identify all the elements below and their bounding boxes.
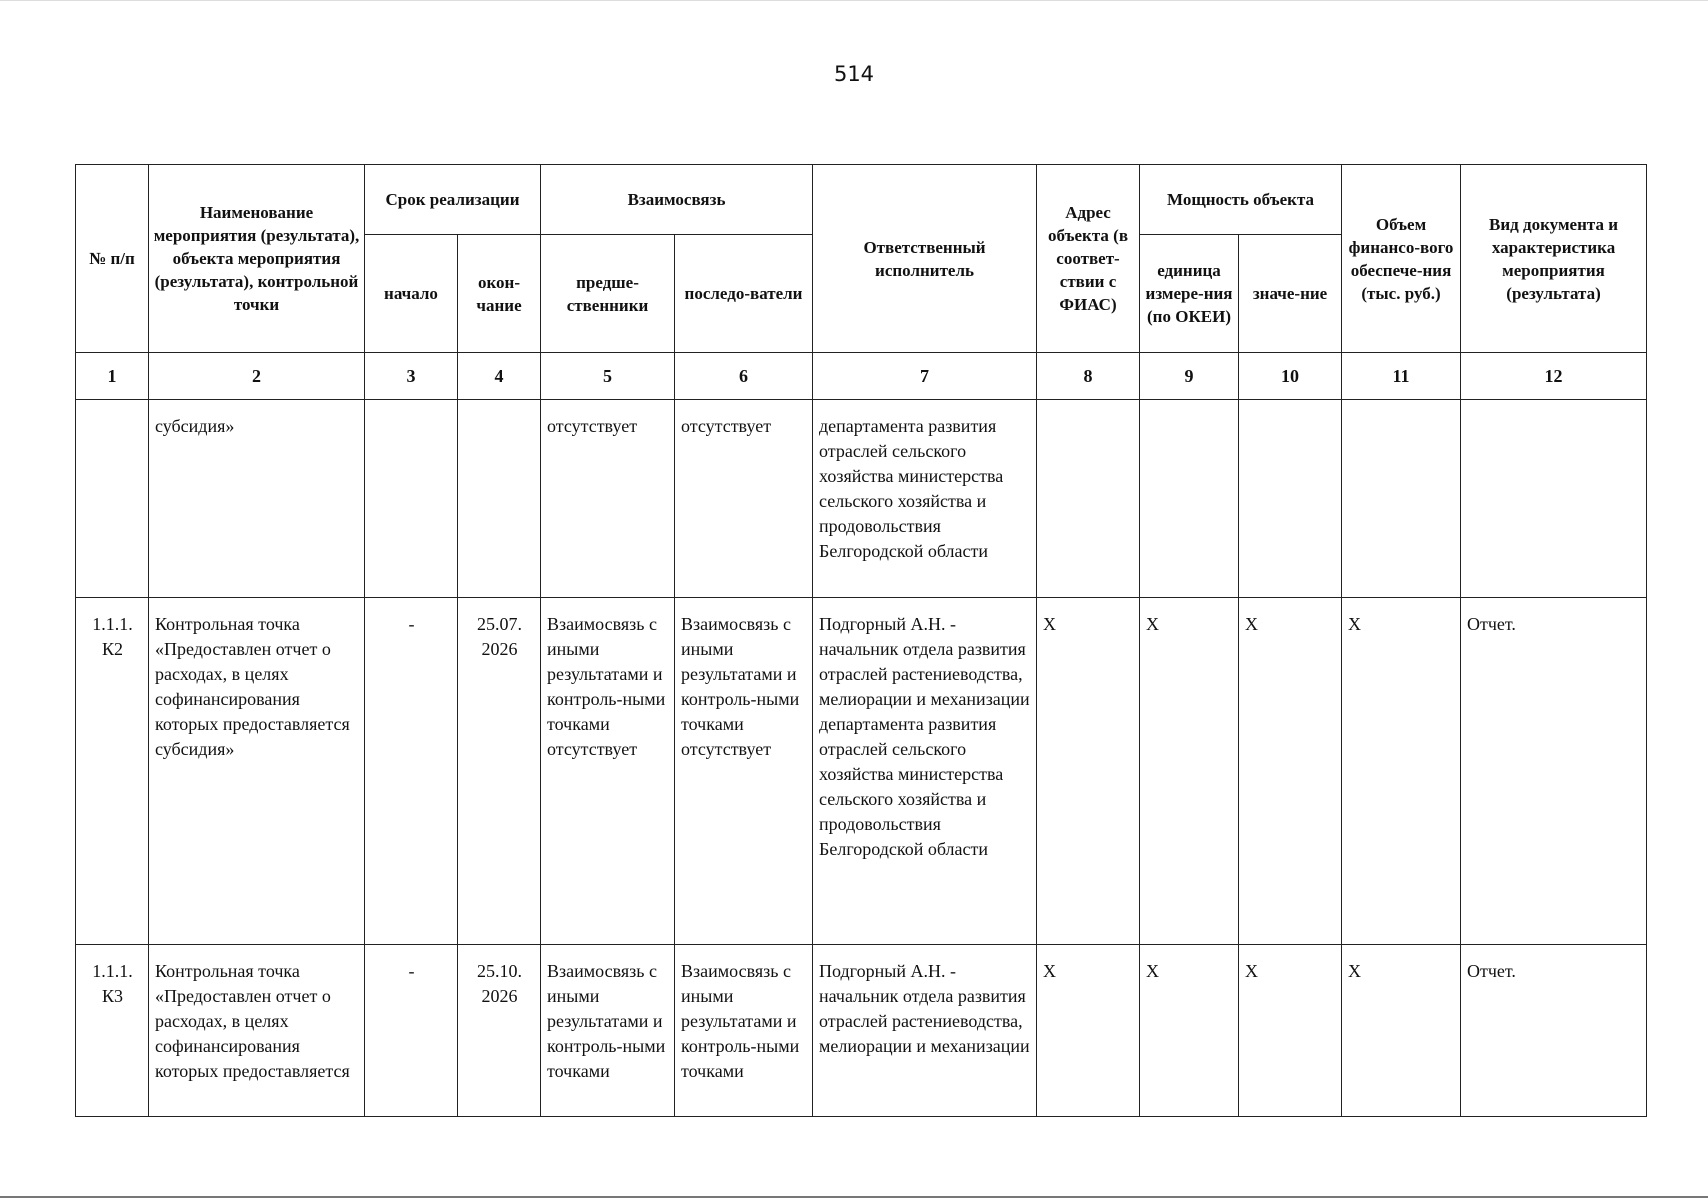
row-prev: Взаимосвязь с иными результатами и контроль-ными точками отсутствует bbox=[541, 598, 675, 945]
column-number-row bbox=[76, 353, 1647, 400]
row-address: X bbox=[1037, 945, 1140, 1117]
scan-edge-bottom bbox=[0, 1196, 1708, 1198]
row-start bbox=[365, 400, 458, 598]
row-unit bbox=[1140, 400, 1239, 598]
header-address: Адрес объекта (в соответ-ствии с ФИАС) bbox=[1037, 165, 1140, 353]
header-executor: Ответственный исполнитель bbox=[813, 165, 1037, 353]
row-value: X bbox=[1239, 945, 1342, 1117]
scan-edge-top bbox=[0, 0, 1708, 1]
row-executor: Подгорный А.Н. - начальник отдела развития отраслей растениеводства, мелиорации и механизации bbox=[813, 945, 1037, 1117]
column-number: 8 bbox=[1037, 353, 1140, 400]
row-start: - bbox=[365, 598, 458, 945]
row-unit: X bbox=[1140, 945, 1239, 1117]
column-number: 12 bbox=[1461, 353, 1647, 400]
table-row bbox=[76, 400, 1647, 598]
row-funding bbox=[1342, 400, 1461, 598]
row-funding: X bbox=[1342, 945, 1461, 1117]
row-end bbox=[458, 400, 541, 598]
header-period-end: окон-чание bbox=[458, 235, 541, 353]
row-num bbox=[76, 400, 149, 598]
row-end: 25.07. 2026 bbox=[458, 598, 541, 945]
row-next: Взаимосвязь с иными результатами и контроль-ными точками отсутствует bbox=[675, 598, 813, 945]
column-number: 1 bbox=[76, 353, 149, 400]
header-num: № п/п bbox=[76, 165, 149, 353]
table-row bbox=[76, 598, 1647, 945]
header-capacity-value: значе-ние bbox=[1239, 235, 1342, 353]
row-value bbox=[1239, 400, 1342, 598]
row-end: 25.10. 2026 bbox=[458, 945, 541, 1117]
header-period: Срок реализации bbox=[365, 165, 541, 235]
column-number: 10 bbox=[1239, 353, 1342, 400]
column-number: 5 bbox=[541, 353, 675, 400]
table-header bbox=[76, 165, 1647, 400]
column-number: 7 bbox=[813, 353, 1037, 400]
row-doc: Отчет. bbox=[1461, 945, 1647, 1117]
column-number: 4 bbox=[458, 353, 541, 400]
table-body bbox=[76, 400, 1647, 1117]
row-next: Взаимосвязь с иными результатами и контроль-ными точками bbox=[675, 945, 813, 1117]
header-relation-next: последо-ватели bbox=[675, 235, 813, 353]
row-num: 1.1.1. К2 bbox=[76, 598, 149, 945]
header-capacity: Мощность объекта bbox=[1140, 165, 1342, 235]
row-executor: департамента развития отраслей сельского хозяйства министерства сельского хозяйства и продовольствия Белгородской области bbox=[813, 400, 1037, 598]
plan-table bbox=[75, 164, 1647, 1117]
row-funding: X bbox=[1342, 598, 1461, 945]
column-number: 2 bbox=[149, 353, 365, 400]
header-relation-prev: предше-ственники bbox=[541, 235, 675, 353]
row-doc: Отчет. bbox=[1461, 598, 1647, 945]
header-name: Наименование мероприятия (результата), объекта мероприятия (результата), контрольной точки bbox=[149, 165, 365, 353]
header-funding: Объем финансо-вого обеспече-ния (тыс. руб.) bbox=[1342, 165, 1461, 353]
column-number: 3 bbox=[365, 353, 458, 400]
row-next: отсутствует bbox=[675, 400, 813, 598]
row-prev: Взаимосвязь с иными результатами и контроль-ными точками bbox=[541, 945, 675, 1117]
column-number: 9 bbox=[1140, 353, 1239, 400]
row-doc bbox=[1461, 400, 1647, 598]
row-name: субсидия» bbox=[149, 400, 365, 598]
row-prev: отсутствует bbox=[541, 400, 675, 598]
row-start: - bbox=[365, 945, 458, 1117]
header-doc-type: Вид документа и характеристика мероприятия (результата) bbox=[1461, 165, 1647, 353]
header-period-start: начало bbox=[365, 235, 458, 353]
row-address bbox=[1037, 400, 1140, 598]
row-address: X bbox=[1037, 598, 1140, 945]
column-number: 6 bbox=[675, 353, 813, 400]
row-executor: Подгорный А.Н. - начальник отдела развития отраслей растениеводства, мелиорации и механизации департамента развития отраслей сельского хозяйства министерства сельского хозяйства и продовольствия Белгородской области bbox=[813, 598, 1037, 945]
page-number: 514 bbox=[833, 62, 875, 86]
row-name: Контрольная точка «Предоставлен отчет о расходах, в целях софинансирования которых предоставляется субсидия» bbox=[149, 598, 365, 945]
table-row bbox=[76, 945, 1647, 1117]
row-value: X bbox=[1239, 598, 1342, 945]
header-capacity-unit: единица измере-ния (по ОКЕИ) bbox=[1140, 235, 1239, 353]
header-relation: Взаимосвязь bbox=[541, 165, 813, 235]
row-num: 1.1.1. К3 bbox=[76, 945, 149, 1117]
column-number: 11 bbox=[1342, 353, 1461, 400]
row-unit: X bbox=[1140, 598, 1239, 945]
row-name: Контрольная точка «Предоставлен отчет о расходах, в целях софинансирования которых предоставляется bbox=[149, 945, 365, 1117]
